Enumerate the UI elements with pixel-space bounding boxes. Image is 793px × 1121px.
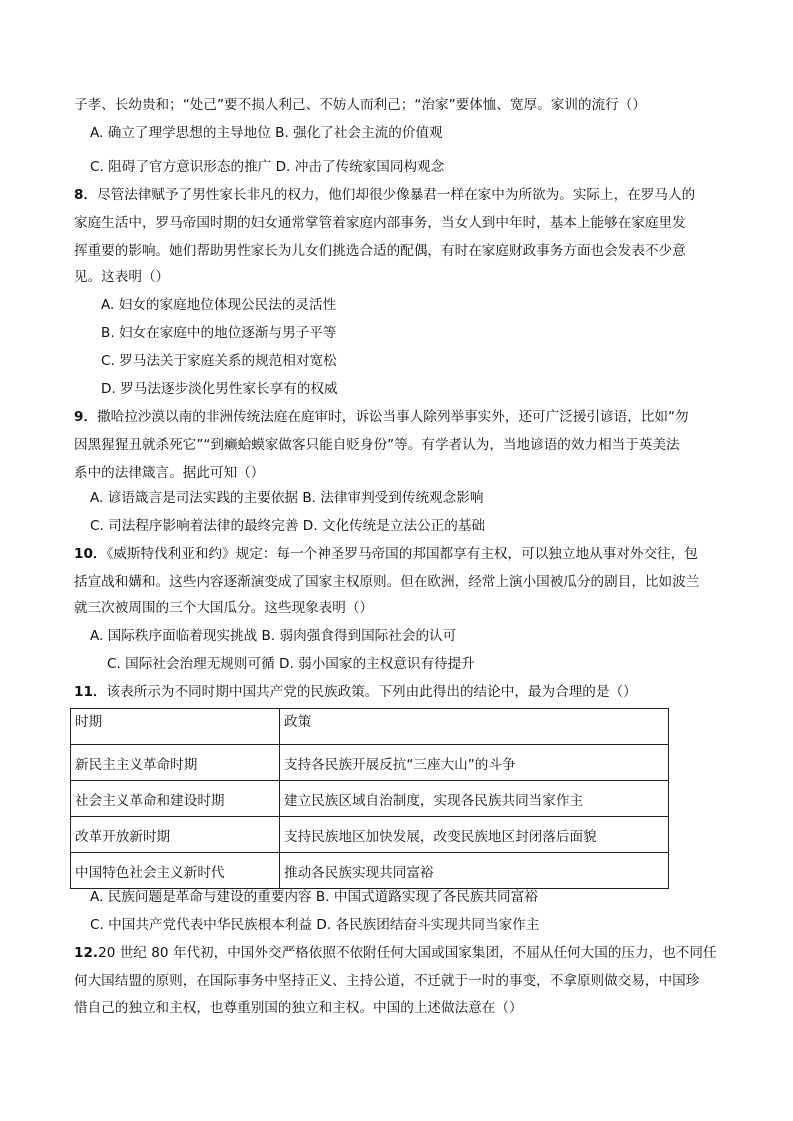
q8-text-1: 尽管法律赋予了男性家长非凡的权力，他们却很少像暴君一样在家中为所欲为。实际上，在罗马人的 [97, 187, 696, 203]
q10-stem-line1 [74, 545, 698, 563]
q11-options-ab: A. 民族问题是革命与建设的重要内容 B. 中国式道路实现了各民族共同富裕 [90, 889, 538, 905]
q10-number: 10． [74, 546, 107, 562]
table-cell-period: 改革开放新时期 [71, 817, 280, 853]
table-row [71, 781, 669, 817]
q8-option-b: B. 妇女在家庭中的地位逐渐与男子平等 [101, 325, 337, 341]
table-cell-policy: 支持各民族开展反抗“三座大山”的斗争 [280, 745, 669, 781]
q11-stem [74, 683, 637, 701]
table-cell-policy: 推动各民族实现共同富裕 [280, 853, 669, 889]
table-row [71, 745, 669, 781]
q9-number: 9． [74, 409, 98, 425]
q10-text-1: 《威斯特伐利亚和约》规定：每一个神圣罗马帝国的邦国都享有主权，可以独立地从事对外交往，包 [106, 546, 698, 562]
q12-text-1: 20 世纪 80 年代初，中国外交严格依照不依附任何大国或国家集团，不屈从任何大国的压力，也不同任 [98, 945, 717, 961]
q11-number: 11． [74, 684, 107, 700]
q8-stem-line2: 家庭生活中，罗马帝国时期的妇女通常掌管着家庭内部事务，当女人到中年时，基本上能够在家庭里发 [74, 215, 686, 231]
q9-text-1: 撒哈拉沙漠以南的非洲传统法庭在庭审时，诉讼当事人除列举事实外，还可广泛援引谚语，比如“勿 [97, 409, 689, 425]
q7-options-ab: A. 确立了理学思想的主导地位 B. 强化了社会主流的价值观 [90, 125, 443, 141]
q8-number: 8． [74, 187, 98, 203]
table-row [71, 817, 669, 853]
q9-options-cd: C. 司法程序影响着法律的最终完善 D. 文化传统是立法公正的基础 [90, 518, 485, 534]
table-cell-period: 社会主义革命和建设时期 [71, 781, 280, 817]
q9-stem-line2: 因黑猩猩丑就杀死它”“到癞蛤蟆家做客只能自贬身份”等。有学者认为，当地谚语的效力相当于英美法 [74, 437, 680, 453]
q11-text: 该表所示为不同时期中国共产党的民族政策。下列由此得出的结论中，最为合理的是（） [106, 684, 637, 700]
q10-options-ab: A. 国际秩序面临着现实挑战 B. 弱肉强食得到国际社会的认可 [90, 628, 457, 644]
table-row [71, 853, 669, 889]
q11-options-cd: C. 中国共产党代表中华民族根本利益 D. 各民族团结奋斗实现共同当家作主 [90, 917, 540, 933]
q9-options-ab: A. 谚语箴言是司法实践的主要依据 B. 法律审判受到传统观念影响 [90, 490, 484, 506]
q8-stem-line4: 见。这表明（） [74, 269, 170, 285]
q8-option-d: D. 罗马法逐步淡化男性家长享有的权威 [101, 381, 338, 397]
q10-stem-line3: 就三次被周围的三个大国瓜分。这些现象表明（） [74, 600, 374, 616]
q12-stem-line3: 惜自己的独立和主权，也尊重别国的独立和主权。中国的上述做法意在（） [74, 1000, 523, 1016]
table-cell-policy: 建立民族区域自治制度，实现各民族共同当家作主 [280, 781, 669, 817]
q12-stem-line2: 何大国结盟的原则，在国际事务中坚持正义、主持公道，不迁就于一时的事变，不拿原则做交易，中国珍 [74, 973, 700, 989]
q8-stem-line1 [74, 186, 695, 204]
table-header-policy: 政策 [280, 709, 669, 745]
q12-number: 12. [74, 945, 99, 961]
q7-options-cd: C. 阻碍了官方意识形态的推广 D. 冲击了传统家国同构观念 [90, 159, 445, 175]
q12-stem-line1 [74, 944, 717, 962]
q8-option-a: A. 妇女的家庭地位体现公民法的灵活性 [101, 297, 337, 313]
table-header-row [71, 709, 669, 745]
table-cell-period: 中国特色社会主义新时代 [71, 853, 280, 889]
q8-option-c: C. 罗马法关于家庭关系的规范相对宽松 [101, 353, 337, 369]
q10-stem-line2: 括宣战和媾和。这些内容逐渐演变成了国家主权原则。但在欧洲，经常上演小国被瓜分的剧目，比如波兰 [74, 574, 700, 590]
q10-options-cd: C. 国际社会治理无规则可循 D. 弱小国家的主权意识有待提升 [107, 656, 475, 672]
table-cell-policy: 支持民族地区加快发展，改变民族地区封闭落后面貌 [280, 817, 669, 853]
q8-stem-line3: 挥重要的影响。她们帮助男性家长为儿女们挑选合适的配偶，有时在家庭财政事务方面也会发表不少意 [74, 243, 686, 259]
table-cell-period: 新民主主义革命时期 [71, 745, 280, 781]
ethnic-policy-table [70, 708, 669, 889]
table-header-period: 时期 [71, 709, 280, 745]
q7-stem-tail: 子孝、长幼贵和；“处己”要不损人利己、不妨人而利己；“治家”要体恤、宽厚。家训的流行（） [74, 97, 646, 113]
q9-stem-line1 [74, 408, 689, 426]
q9-stem-line3: 系中的法律箴言。据此可知（） [74, 465, 265, 481]
